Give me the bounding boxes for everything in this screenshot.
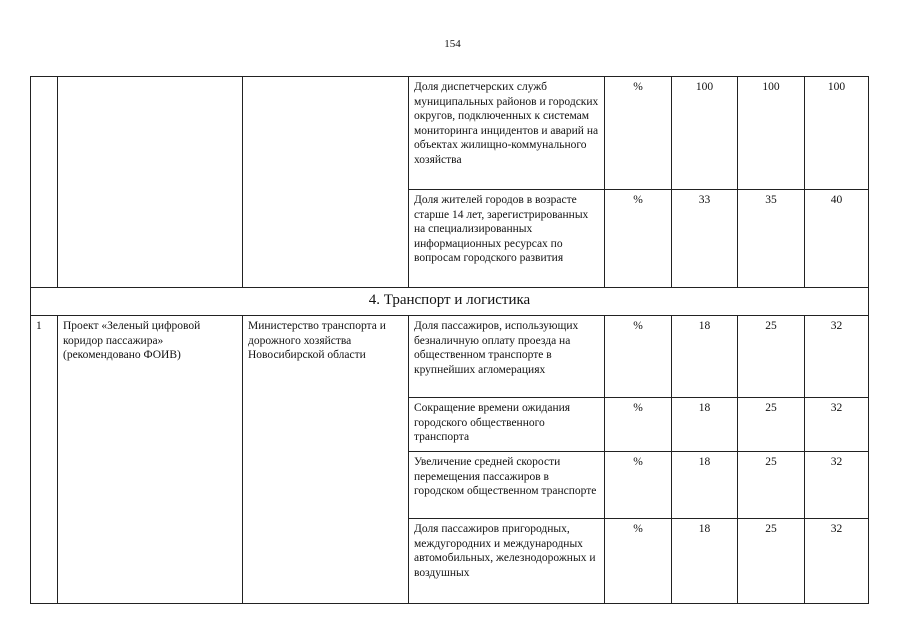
responsible-cell bbox=[243, 77, 409, 288]
indicator-cell: Доля пассажиров, использующих безналичную оплату проезда на общественном транспорте в крупнейших агломерациях bbox=[409, 316, 605, 398]
value-cell-3: 32 bbox=[805, 316, 869, 398]
value-cell-2: 25 bbox=[738, 452, 805, 519]
value-cell-2: 100 bbox=[738, 77, 805, 190]
value-cell-2: 25 bbox=[738, 398, 805, 452]
unit-cell: % bbox=[605, 77, 672, 190]
unit-cell: % bbox=[605, 452, 672, 519]
section-title: 4. Транспорт и логистика bbox=[31, 288, 869, 316]
value-cell-2: 35 bbox=[738, 190, 805, 288]
project-name: Проект «Зеленый цифровой коридор пассажира» (рекомендовано ФОИВ) bbox=[58, 316, 243, 604]
value-cell-3: 32 bbox=[805, 452, 869, 519]
value-cell-3: 32 bbox=[805, 398, 869, 452]
value-cell-3: 100 bbox=[805, 77, 869, 190]
project-name-cell bbox=[58, 77, 243, 288]
indicator-cell: Увеличение средней скорости перемещения пассажиров в городском общественном транспорте bbox=[409, 452, 605, 519]
unit-cell: % bbox=[605, 398, 672, 452]
indicator-cell: Доля жителей городов в возрасте старше 14 лет, зарегистрированных на специализированных информационных ресурсах по вопросам городского развития bbox=[409, 190, 605, 288]
value-cell-1: 18 bbox=[672, 398, 738, 452]
indicators-table bbox=[30, 76, 869, 604]
value-cell-1: 18 bbox=[672, 452, 738, 519]
value-cell-1: 100 bbox=[672, 77, 738, 190]
value-cell-1: 18 bbox=[672, 519, 738, 604]
unit-cell: % bbox=[605, 190, 672, 288]
value-cell-2: 25 bbox=[738, 519, 805, 604]
unit-cell: % bbox=[605, 519, 672, 604]
section-header-row bbox=[31, 288, 869, 316]
value-cell-3: 32 bbox=[805, 519, 869, 604]
indicator-cell: Сокращение времени ожидания городского общественного транспорта bbox=[409, 398, 605, 452]
table-row bbox=[31, 77, 869, 190]
value-cell-1: 33 bbox=[672, 190, 738, 288]
table-row bbox=[31, 316, 869, 398]
page-number: 154 bbox=[444, 38, 461, 50]
value-cell-2: 25 bbox=[738, 316, 805, 398]
value-cell-3: 40 bbox=[805, 190, 869, 288]
unit-cell: % bbox=[605, 316, 672, 398]
project-number: 1 bbox=[31, 316, 58, 604]
number-cell bbox=[31, 77, 58, 288]
project-responsible: Министерство транспорта и дорожного хозяйства Новосибирской области bbox=[243, 316, 409, 604]
indicator-cell: Доля диспетчерских служб муниципальных районов и городских округов, подключенных к системам мониторинга инцидентов и аварий на объектах жилищно-коммунального хозяйства bbox=[409, 77, 605, 190]
indicator-cell: Доля пассажиров пригородных, междугородних и международных автомобильных, железнодорожных и воздушных bbox=[409, 519, 605, 604]
value-cell-1: 18 bbox=[672, 316, 738, 398]
